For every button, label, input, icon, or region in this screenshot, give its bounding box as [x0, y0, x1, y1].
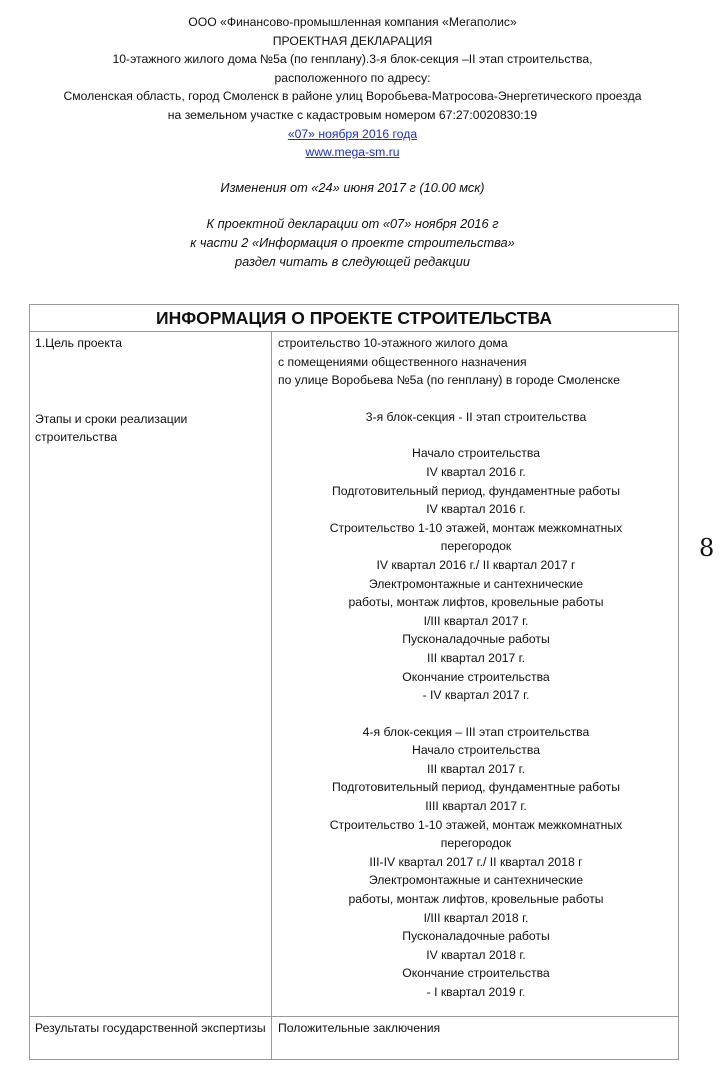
- schedule-line: IV квартал 2016 г.: [426, 502, 526, 517]
- values-cell: [272, 332, 679, 1017]
- schedule-line: [278, 686, 674, 705]
- website-link[interactable]: www.mega-sm.ru: [305, 145, 400, 160]
- schedule-line: IV квартал 2016 г.: [426, 464, 526, 479]
- page-number: 8: [699, 534, 715, 562]
- schedule-line: Пусконаладочные работы: [402, 929, 550, 944]
- goal-line: с помещениями общественного назначения: [278, 354, 527, 369]
- schedule-line: Начало строительства: [412, 743, 540, 758]
- schedule-line: Подготовительный период, фундаментные работы: [331, 780, 620, 795]
- schedule-end-text: - I квартал 2019 г: [426, 985, 522, 999]
- schedule-line: III квартал 2017 г.: [426, 761, 526, 776]
- schedule-line: Окончание строительства: [402, 966, 550, 981]
- schedule-line: I/III квартал 2018 г.: [423, 910, 529, 925]
- schedule-line: IV квартал 2016 г./ II квартал 2017 г: [376, 557, 576, 572]
- date-link[interactable]: «07» ноября 2016 года: [287, 126, 418, 141]
- expertise-value: Положительные заключения: [272, 1017, 679, 1060]
- schedule-line: перегородок: [440, 836, 512, 851]
- located-label: расположенного по адресу:: [274, 70, 431, 85]
- table-row: [30, 332, 679, 1017]
- goal-line: строительство 10-этажного жилого дома: [278, 336, 508, 350]
- schedule-line: Пусконаладочные работы: [402, 632, 550, 647]
- schedule-line: перегородок: [440, 539, 512, 554]
- reference-line-3: раздел читать в следующей редакции: [235, 253, 470, 269]
- schedule-line: IIII квартал 2017 г.: [425, 799, 527, 814]
- document-title: ПРОЕКТНАЯ ДЕКЛАРАЦИЯ: [272, 33, 433, 48]
- schedule-line: работы, монтаж лифтов, кровельные работы: [348, 595, 604, 610]
- schedule-line: IV квартал 2018 г.: [426, 947, 526, 962]
- section-3-schedule: [278, 408, 674, 705]
- schedule-line: Окончание строительства: [402, 669, 550, 684]
- schedule-end-text: - IV квартал 2017 г: [422, 688, 527, 703]
- schedule-line: [278, 983, 674, 1002]
- goal-line: по улице Воробьева №5а (по генплану) в городе Смоленске: [278, 373, 620, 388]
- schedule-line: Электромонтажные и сантехнические: [368, 576, 584, 591]
- schedule-line: работы, монтаж лифтов, кровельные работы: [348, 892, 604, 907]
- address: Смоленская область, город Смоленск в районе улиц Воробьева-Матросова-Энергетического проезда: [63, 89, 642, 104]
- goal-lines: [278, 334, 674, 390]
- schedule-line: Электромонтажные и сантехнические: [368, 873, 584, 888]
- schedule-end-dot: .: [526, 688, 530, 703]
- goal-label: 1.Цель проекта: [35, 336, 123, 350]
- schedule-line: Строительство 1-10 этажей, монтаж межкомнатных: [329, 520, 623, 535]
- table-title: ИНФОРМАЦИЯ О ПРОЕКТЕ СТРОИТЕЛЬСТВА: [30, 305, 679, 332]
- stages-label: Этапы и сроки реализации строительства: [35, 411, 188, 445]
- schedule-line: Подготовительный период, фундаментные работы: [331, 483, 620, 498]
- company-name: ООО «Финансово-промышленная компания «Мегаполис»: [188, 15, 517, 29]
- schedule-line: Начало строительства: [412, 446, 540, 461]
- project-info-table: [29, 304, 679, 1060]
- reference-line-1: К проектной декларации от «07» ноября 2016 г: [206, 216, 499, 232]
- schedule-line: Строительство 1-10 этажей, монтаж межкомнатных: [329, 817, 623, 832]
- section-4-schedule: [278, 723, 674, 1002]
- schedule-end-dot: .: [521, 985, 526, 999]
- schedule-line: III квартал 2017 г.: [426, 650, 526, 665]
- section-heading: 4-я блок-секция – III этап строительства: [362, 724, 590, 739]
- schedule-line: I/III квартал 2017 г.: [423, 613, 529, 628]
- expertise-label: Результаты государственной экспертизы: [30, 1017, 272, 1060]
- changes-note: Изменения от «24» июня 2017 г (10.00 мск): [220, 179, 485, 195]
- cadastral-number: на земельном участке с кадастровым номером 67:27:0020830:19: [167, 107, 538, 122]
- labels-cell: [30, 332, 272, 1017]
- schedule-line: III-IV квартал 2017 г./ II квартал 2018 г: [369, 854, 583, 869]
- table-row: [30, 1017, 679, 1060]
- object-description: 10-этажного жилого дома №5а (по генплану).3-я блок-секция –II этап строительства,: [112, 52, 593, 67]
- reference-line-2: к части 2 «Информация о проекте строительства»: [190, 234, 515, 250]
- section-heading: 3-я блок-секция - II этап строительства: [365, 409, 587, 424]
- document-header: [0, 13, 705, 271]
